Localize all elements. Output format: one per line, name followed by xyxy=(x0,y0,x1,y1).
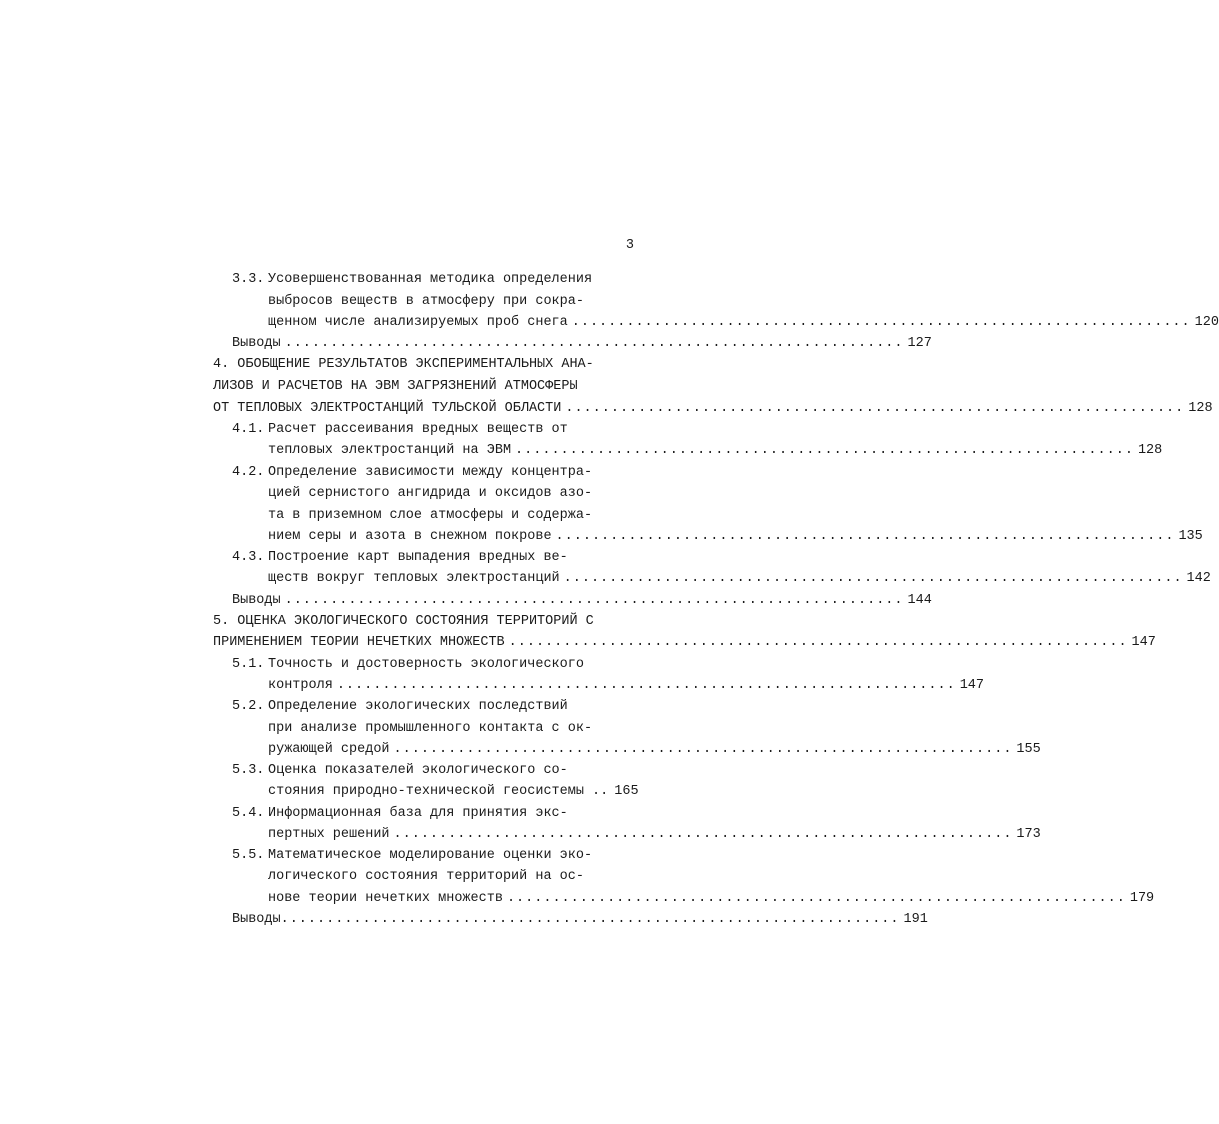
section-number: 5.1. xyxy=(232,657,265,672)
dot-leader: .................................................................... xyxy=(565,401,1185,416)
toc-entry-conclusions-3[interactable] xyxy=(232,336,932,352)
toc-entry-conclusions-4[interactable] xyxy=(232,593,932,609)
chapter-title-line: ПРИМЕНЕНИЕМ ТЕОРИИ НЕЧЕТКИХ МНОЖЕСТВ xyxy=(213,635,505,650)
section-number: 5.2. xyxy=(232,699,265,714)
entry-title-line: логического состояния территорий на ос- xyxy=(268,869,584,884)
entry-title: Выводы xyxy=(232,912,281,927)
page-ref: 144 xyxy=(907,593,932,608)
section-number: 5.5. xyxy=(232,848,265,863)
page-ref: 127 xyxy=(907,336,932,351)
section-number: 4.3. xyxy=(232,550,265,565)
entry-title-line: нове теории нечетких множеств xyxy=(268,891,503,906)
dot-leader: .................................................................... xyxy=(284,593,904,608)
entry-title-line: Расчет рассеивания вредных веществ от xyxy=(268,422,568,437)
page-ref: 128 xyxy=(1188,401,1213,416)
page-ref: 191 xyxy=(903,912,928,927)
entry-title-line: Оценка показателей экологического со- xyxy=(268,763,568,778)
entry-title-line: щенном числе анализируемых проб снега xyxy=(268,315,568,330)
chapter-title-line: 5. ОЦЕНКА ЭКОЛОГИЧЕСКОГО СОСТОЯНИЯ ТЕРРИТОРИЙ С xyxy=(213,614,594,629)
entry-title-line: ружающей средой xyxy=(268,742,390,757)
page-ref: 179 xyxy=(1129,891,1155,906)
entry-title-line: Точность и достоверность экологического xyxy=(268,657,584,672)
chapter-title-line: 4. ОБОБЩЕНИЕ РЕЗУЛЬТАТОВ ЭКСПЕРИМЕНТАЛЬНЫХ АНА- xyxy=(213,357,594,372)
dot-leader: .................................................................... xyxy=(284,336,904,351)
dot-leader: .................................................................... xyxy=(506,891,1126,906)
section-number: 5.3. xyxy=(232,763,265,778)
dot-leader: .................................................................... xyxy=(571,315,1191,330)
entry-title-line: Усовершенствованная методика определения xyxy=(268,272,593,287)
entry-title-line: Построение карт выпадения вредных ве- xyxy=(268,550,568,565)
entry-title-line: Информационная база для принятия экс- xyxy=(268,806,568,821)
toc-entry-conclusions-5[interactable] xyxy=(232,912,928,928)
chapter-title-line: ЛИЗОВ И РАСЧЕТОВ НА ЭВМ ЗАГРЯЗНЕНИЙ АТМОСФЕРЫ xyxy=(213,379,578,394)
page-ref: 147 xyxy=(959,678,985,693)
page-ref: 135 xyxy=(1178,529,1203,544)
entry-title: Выводы xyxy=(232,336,281,351)
entry-title: Выводы xyxy=(232,593,281,608)
dot-leader: .................................................................... xyxy=(508,635,1128,650)
entry-title-line: та в приземном слое атмосферы и содержа- xyxy=(268,508,593,523)
section-number: 4.1. xyxy=(232,422,265,437)
dot-leader: .................................................................... xyxy=(336,678,956,693)
page-ref: 142 xyxy=(1186,571,1211,586)
chapter-title-line: ОТ ТЕПЛОВЫХ ЭЛЕКТРОСТАНЦИЙ ТУЛЬСКОЙ ОБЛАСТИ xyxy=(213,401,562,416)
page-number: 3 xyxy=(625,238,634,253)
entry-title-line: пертных решений xyxy=(268,827,390,842)
section-number: 5.4. xyxy=(232,806,265,821)
section-number: 3.3. xyxy=(232,272,265,287)
dot-leader: .................................................................... xyxy=(563,571,1183,586)
entry-title-line: Определение зависимости между концентра- xyxy=(268,465,593,480)
entry-title-line: тепловых электростанций на ЭВМ xyxy=(268,443,512,458)
dot-leader: .................................................................... xyxy=(555,529,1175,544)
page-ref: 128 xyxy=(1137,443,1163,458)
entry-title-line: Математическое моделирование оценки эко- xyxy=(268,848,593,863)
dot-leader: .................................................................... xyxy=(280,912,900,927)
dot-leader: .................................................................... xyxy=(393,742,1013,757)
entry-title-line: контроля xyxy=(268,678,333,693)
entry-title-line: стояния природно-технической геосистемы .. xyxy=(268,784,609,799)
page-ref: 155 xyxy=(1016,742,1041,757)
entry-title-line: выбросов веществ в атмосферу при сокра- xyxy=(268,294,584,309)
dot-leader: .................................................................... xyxy=(515,443,1134,458)
page-ref: 147 xyxy=(1131,635,1156,650)
page-ref: 165 xyxy=(614,784,639,799)
dot-leader: .................................................................... xyxy=(393,827,1013,842)
entry-title-line: ществ вокруг тепловых электростанций xyxy=(268,571,560,586)
entry-title-line: при анализе промышленного контакта с ок- xyxy=(268,721,593,736)
page-ref: 120 xyxy=(1194,315,1219,330)
entry-title-line: нием серы и азота в снежном покрове xyxy=(268,529,552,544)
page-ref: 173 xyxy=(1016,827,1041,842)
entry-title-line: цией сернистого ангидрида и оксидов азо- xyxy=(268,486,593,501)
entry-title-line: Определение экологических последствий xyxy=(268,699,568,714)
section-number: 4.2. xyxy=(232,465,265,480)
